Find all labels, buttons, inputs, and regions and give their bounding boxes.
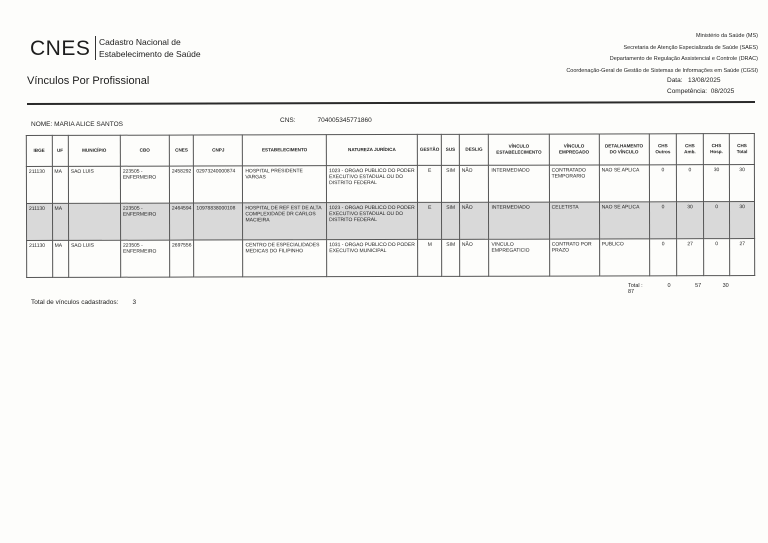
header-rule: [27, 101, 755, 105]
column-header: DESLIG: [459, 134, 489, 165]
column-header: IBGE: [26, 135, 52, 166]
column-header: CHS Amb.: [677, 134, 704, 165]
column-header: DETALHAMENTO DO VÍNCULO: [599, 134, 649, 165]
table-cell: 223505 - ENFERMEIRO: [120, 203, 169, 240]
table-cell: 0: [649, 239, 677, 276]
ministry-line: Coordenação-Geral de Gestão de Sistemas de Informações em Saúde (CGSI): [566, 67, 758, 74]
table-cell: NÃO: [459, 202, 489, 239]
table-cell: SIM: [442, 239, 459, 276]
column-header: NATUREZA JURÍDICA: [326, 134, 417, 165]
table-cell: 223505 - ENFERMEIRO: [120, 166, 169, 203]
table-cell: 1023 - ORGAO PUBLICO DO PODER EXECUTIVO ESTADUAL OU DO DISTRITO FEDERAL: [327, 202, 418, 239]
table-cell: 30: [730, 165, 755, 202]
ministry-block: [566, 31, 758, 77]
table-cell: 0: [677, 165, 704, 202]
competencia-value: 08/2025: [710, 88, 735, 95]
table-cell: NAO SE APLICA: [599, 165, 649, 202]
table-cell: 30: [677, 202, 704, 239]
totals-row: [628, 283, 768, 295]
column-header: CBO: [120, 135, 169, 166]
ministry-line: Secretaria de Atenção Especializada de Saúde (SAES): [623, 44, 758, 51]
table-cell: SIM: [442, 202, 459, 239]
table-cell: VINCULO EMPREGATICIO: [489, 239, 549, 276]
table-cell: CONTRATADO TEMPORARIO: [549, 165, 599, 202]
table-cell: NÃO: [459, 165, 489, 202]
table-cell: NÃO: [459, 239, 489, 276]
table-cell: MA: [52, 203, 68, 240]
column-header: SUS: [442, 134, 459, 165]
table-cell: 0: [703, 239, 730, 276]
table-cell: [194, 240, 243, 277]
table-cell: INTERMEDIADO: [489, 202, 549, 239]
table-cell: 27: [730, 239, 755, 276]
cns-block: [280, 117, 372, 124]
table-cell: E: [417, 165, 442, 202]
logo-line-1: Cadastro Nacional de: [99, 37, 181, 47]
table-header-row: [26, 134, 754, 167]
table-cell: 02973240000874: [194, 166, 243, 203]
table-cell: 0: [703, 202, 730, 239]
ministry-line: Ministério da Saúde (MS): [695, 33, 758, 39]
column-header: ESTABELECIMENTO: [243, 135, 327, 166]
table-cell: MA: [52, 240, 68, 277]
column-header: UF: [52, 135, 68, 166]
total-label: Total :: [628, 283, 643, 289]
cns-value: 704005345771860: [317, 117, 372, 124]
table-cell: CENTRO DE ESPECIALIDADES MEDICAS DO FILIPINHO: [243, 240, 327, 277]
table-cell: SIM: [442, 165, 459, 202]
table-cell: NAO SE APLICA: [599, 202, 649, 239]
table-cell: SAO LUIS: [68, 166, 120, 203]
table-cell: E: [417, 202, 442, 239]
table-cell: 10978838000108: [194, 203, 243, 240]
table-cell: 1023 - ORGAO PUBLICO DO PODER EXECUTIVO ESTADUAL OU DO DISTRITO FEDERAL: [327, 165, 418, 202]
vinculos-table: [26, 133, 755, 278]
table-cell: [68, 203, 120, 240]
total-vinculos: [31, 299, 136, 306]
table-cell: 2458292: [169, 166, 194, 203]
table-cell: INTERMEDIADO: [489, 165, 549, 202]
table-cell: PUBLICO: [599, 239, 649, 276]
ministry-line: Departamento de Regulação Assistencial e Controle (DRAC): [609, 56, 758, 62]
total-chs-hosp: 30: [722, 283, 729, 289]
table-cell: 223505 - ENFERMEIRO: [120, 240, 169, 277]
logo-line-2: Estabelecimento de Saúde: [99, 49, 201, 59]
table-cell: 2697556: [169, 240, 194, 277]
column-header: VÍNCULO EMPREGADO: [549, 134, 599, 165]
cnes-logo: CNES: [30, 37, 91, 60]
column-header: VÍNCULO ESTABELECIMENTO: [489, 134, 549, 165]
table-cell: MA: [52, 166, 68, 203]
table-cell: 211130: [27, 240, 53, 277]
total-chs-outros: 0: [667, 283, 671, 289]
column-header: GESTÃO: [417, 134, 442, 165]
cns-label: CNS:: [280, 117, 296, 124]
dates-block: [667, 75, 734, 97]
total-vinculos-value: 3: [132, 299, 137, 306]
logo-subtitle: [99, 36, 201, 60]
table-row: [26, 202, 754, 241]
profissional-nome: NOME: MARIA ALICE SANTOS: [31, 121, 123, 128]
column-header: CHS Hosp.: [703, 134, 730, 165]
table-cell: 2464594: [169, 203, 194, 240]
column-header: CNPJ: [194, 135, 243, 166]
table-cell: 30: [730, 202, 755, 239]
data-value: 13/08/2025: [687, 77, 721, 84]
data-label: Data:: [667, 77, 683, 84]
column-header: MUNICÍPIO: [68, 135, 120, 166]
column-header: CHS Outros: [649, 134, 677, 165]
table-cell: 0: [649, 202, 677, 239]
total-chs-amb: 57: [695, 283, 702, 289]
total-vinculos-label: Total de vínculos cadastrados:: [31, 299, 119, 306]
column-header: CHS Total: [730, 134, 755, 165]
table-cell: CONTRATO POR PRAZO: [549, 239, 599, 276]
table-cell: 27: [677, 239, 704, 276]
table-row: [26, 165, 754, 204]
table-cell: 211130: [26, 203, 52, 240]
page-title: Vínculos Por Profissional: [27, 75, 150, 87]
table-row: [27, 239, 755, 278]
competencia-label: Competência:: [667, 88, 708, 95]
table-cell: HOSPITAL DE REF EST DE ALTA COMPLEXIDADE DR CARLOS MACIEIRA: [243, 203, 327, 240]
table-cell: M: [418, 239, 443, 276]
table-cell: 30: [703, 165, 730, 202]
total-chs-total: 87: [628, 289, 635, 295]
table-cell: 1031 - ORGAO PUBLICO DO PODER EXECUTIVO MUNICIPAL: [327, 239, 418, 276]
table-cell: 0: [649, 165, 677, 202]
table-cell: SAO LUIS: [68, 240, 120, 277]
table-cell: HOSPITAL PRESIDENTE VARGAS: [243, 166, 327, 203]
column-header: CNES: [169, 135, 194, 166]
table-cell: 211130: [26, 166, 52, 203]
table-cell: CELETISTA: [549, 202, 599, 239]
logo-divider: [95, 36, 96, 60]
